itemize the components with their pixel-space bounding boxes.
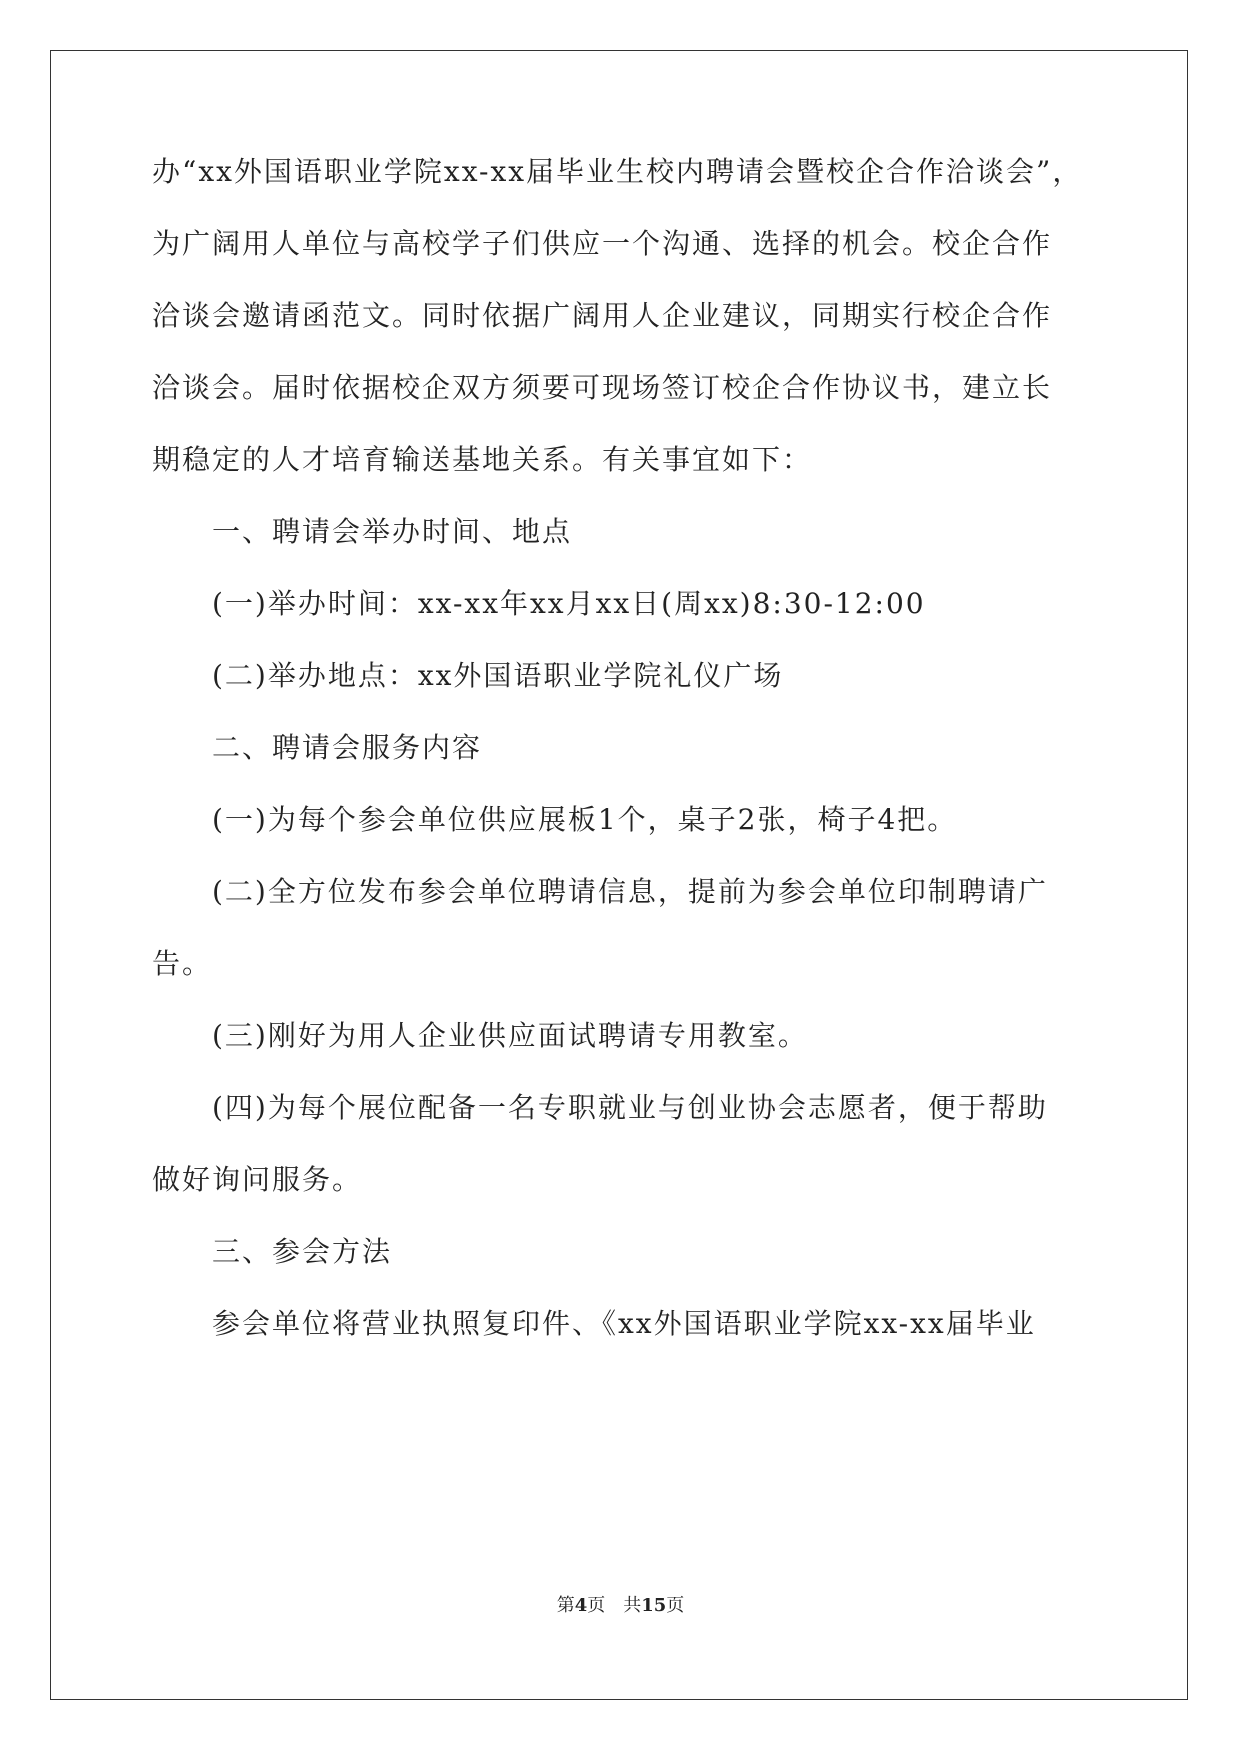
body-line-location: (二)举办地点：xx外国语职业学院礼仪广场: [212, 659, 784, 692]
body-line-1: 办“xx外国语职业学院xx-xx届毕业生校内聘请会暨校企合作洽谈会”，: [152, 155, 1083, 188]
body-line-5: 期稳定的人才培育输送基地关系。有关事宜如下：: [152, 443, 813, 476]
service-item-2-cont: 告。: [152, 947, 213, 980]
page-footer: [0, 1594, 1241, 1618]
service-item-2: (二)全方位发布参会单位聘请信息，提前为参会单位印制聘请广: [212, 875, 1048, 908]
body-line-4: 洽谈会。届时依据校企双方须要可现场签订校企合作协议书，建立长: [152, 371, 1053, 404]
section-heading-3: 三、参会方法: [212, 1235, 393, 1268]
service-item-4: (四)为每个展位配备一名专职就业与创业协会志愿者，便于帮助: [212, 1091, 1048, 1124]
service-item-3: (三)刚好为用人企业供应面试聘请专用教室。: [212, 1019, 808, 1052]
section-heading-2: 二、聘请会服务内容: [212, 731, 483, 764]
footer-page-number: 4: [574, 1595, 588, 1616]
footer-page-prefix: 第: [556, 1595, 575, 1616]
footer-page-suffix: 页: [587, 1595, 606, 1616]
body-line-time: (一)举办时间：xx-xx年xx月xx日(周xx)8:30-12:00: [212, 587, 926, 620]
footer-total-pages: 15: [641, 1595, 667, 1616]
body-line-participation: 参会单位将营业执照复印件、《xx外国语职业学院xx-xx届毕业: [212, 1307, 1036, 1340]
body-line-2: 为广阔用人单位与高校学子们供应一个沟通、选择的机会。校企合作: [152, 227, 1053, 260]
footer-total-prefix: 共: [623, 1595, 642, 1616]
service-item-4-cont: 做好询问服务。: [152, 1163, 363, 1196]
body-line-3: 洽谈会邀请函范文。同时依据广阔用人企业建议，同期实行校企合作: [152, 299, 1053, 332]
section-heading-1: 一、聘请会举办时间、地点: [212, 515, 573, 548]
service-item-1: (一)为每个参会单位供应展板1个，桌子2张，椅子4把。: [212, 803, 958, 836]
footer-total-suffix: 页: [666, 1595, 685, 1616]
